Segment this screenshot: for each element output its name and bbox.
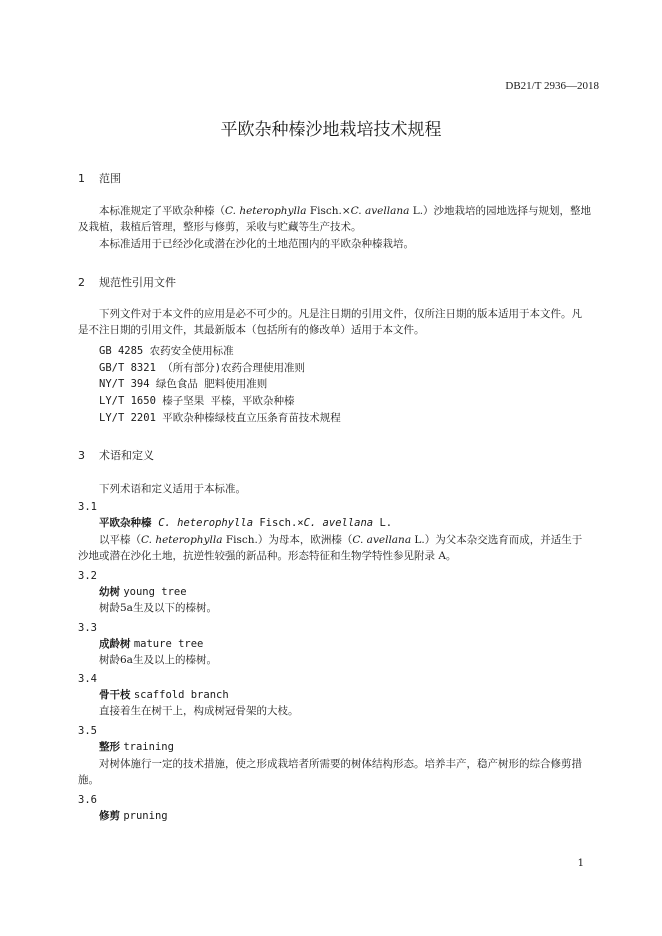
page-number: 1 [577,858,584,869]
document-title: 平欧杂种榛沙地栽培技术规程 [220,120,442,140]
text-run: L. [373,517,393,529]
text-run: Fisch.）为母本，欧洲榛（ [222,534,353,546]
text-run: L.）沙地栽培的园地选择与规划，整地及栽植，栽植后管理，整形与修剪，采收与贮藏等生产技术。 [78,205,592,233]
term-3-2-definition: 树龄5a生及以下的榛树。 [99,602,217,614]
section-title: 术语和定义 [99,449,154,462]
term-chinese: 平欧杂种榛 [99,517,152,529]
section-3-heading [78,447,154,463]
species-name: C. avellana [303,517,374,529]
term-number: 3.1 [78,501,97,513]
section-number: 2 [78,276,85,289]
term-chinese: 骨干枝 [99,689,131,701]
term-number: 3.3 [78,622,97,634]
term-3-1-heading [99,515,392,530]
reference-item: GB/T 8321 （所有部分)农药合理使用准则 [99,362,306,374]
section-number: 1 [78,172,85,185]
term-3-3-heading [99,636,203,651]
term-english: mature tree [133,638,204,650]
species-name: C. heterophylla [225,205,307,217]
text-run: 本标准规定了平欧杂种榛（ [99,205,225,217]
term-3-6-heading [99,808,168,823]
term-number: 3.2 [78,570,97,582]
reference-item: LY/T 2201 平欧杂种榛绿枝直立压条育苗技术规程 [99,412,341,424]
term-english: scaffold branch [133,689,229,701]
term-3-5-definition: 对树体施行一定的技术措施，使之形成栽培者所需要的树体结构形态。培养丰产，稳产树形的综合修剪措施。 [78,758,582,786]
species-name: C. heterophylla [158,517,254,529]
section-2-heading [78,274,176,290]
species-name: C. avellana [350,205,410,217]
term-chinese: 整形 [99,741,120,753]
species-name: C. avellana [352,534,412,546]
text-run: Fisch.× [306,205,351,217]
section-number: 3 [78,449,85,462]
term-3-2-heading [99,584,187,599]
term-number: 3.5 [78,725,97,737]
section-3-intro: 下列术语和定义适用于本标准。 [99,483,246,495]
term-3-4-definition: 直接着生在树干上，构成树冠骨架的大枝。 [99,705,299,717]
section-1-paragraph-2: 本标准适用于已经沙化或潜在沙化的土地范围内的平欧杂种榛栽培。 [99,238,414,250]
section-1-heading [78,170,121,186]
section-title: 范围 [99,172,121,185]
term-3-3-definition: 树龄6a生及以上的榛树。 [99,654,217,666]
reference-item: LY/T 1650 榛子坚果 平榛，平欧杂种榛 [99,395,295,407]
text-run: Fisch.× [253,517,304,529]
term-3-1-definition [78,532,592,564]
term-chinese: 幼树 [99,586,120,598]
document-code: DB21/T 2936—2018 [505,80,599,92]
term-english: training [123,741,174,753]
reference-item: GB 4285 农药安全使用标准 [99,345,234,357]
term-3-5-heading [99,739,174,754]
term-english: young tree [123,586,187,598]
term-number: 3.6 [78,794,97,806]
section-1-paragraph-1 [78,203,592,235]
term-number: 3.4 [78,673,97,685]
reference-item: NY/T 394 绿色食品 肥料使用准则 [99,378,268,390]
term-chinese: 修剪 [99,810,120,822]
term-english: pruning [123,810,168,822]
term-3-4-heading [99,687,229,702]
term-chinese: 成龄树 [99,638,131,650]
species-name: C. heterophylla [141,534,223,546]
section-2-paragraph-1: 下列文件对于本文件的应用是必不可少的。凡是注日期的引用文件，仅所注日期的版本适用于本文件。凡是不注日期的引用文件，其最新版本（包括所有的修改单）适用于本文件。 [78,308,582,336]
section-title: 规范性引用文件 [99,276,176,289]
text-run: 以平榛（ [99,534,141,546]
text-run: L.）为父本杂交选育而成，并适生于沙地或潜在沙化土地，抗逆性较强的新品种。形态特征和生物学特性参见附录 A。 [78,534,583,562]
